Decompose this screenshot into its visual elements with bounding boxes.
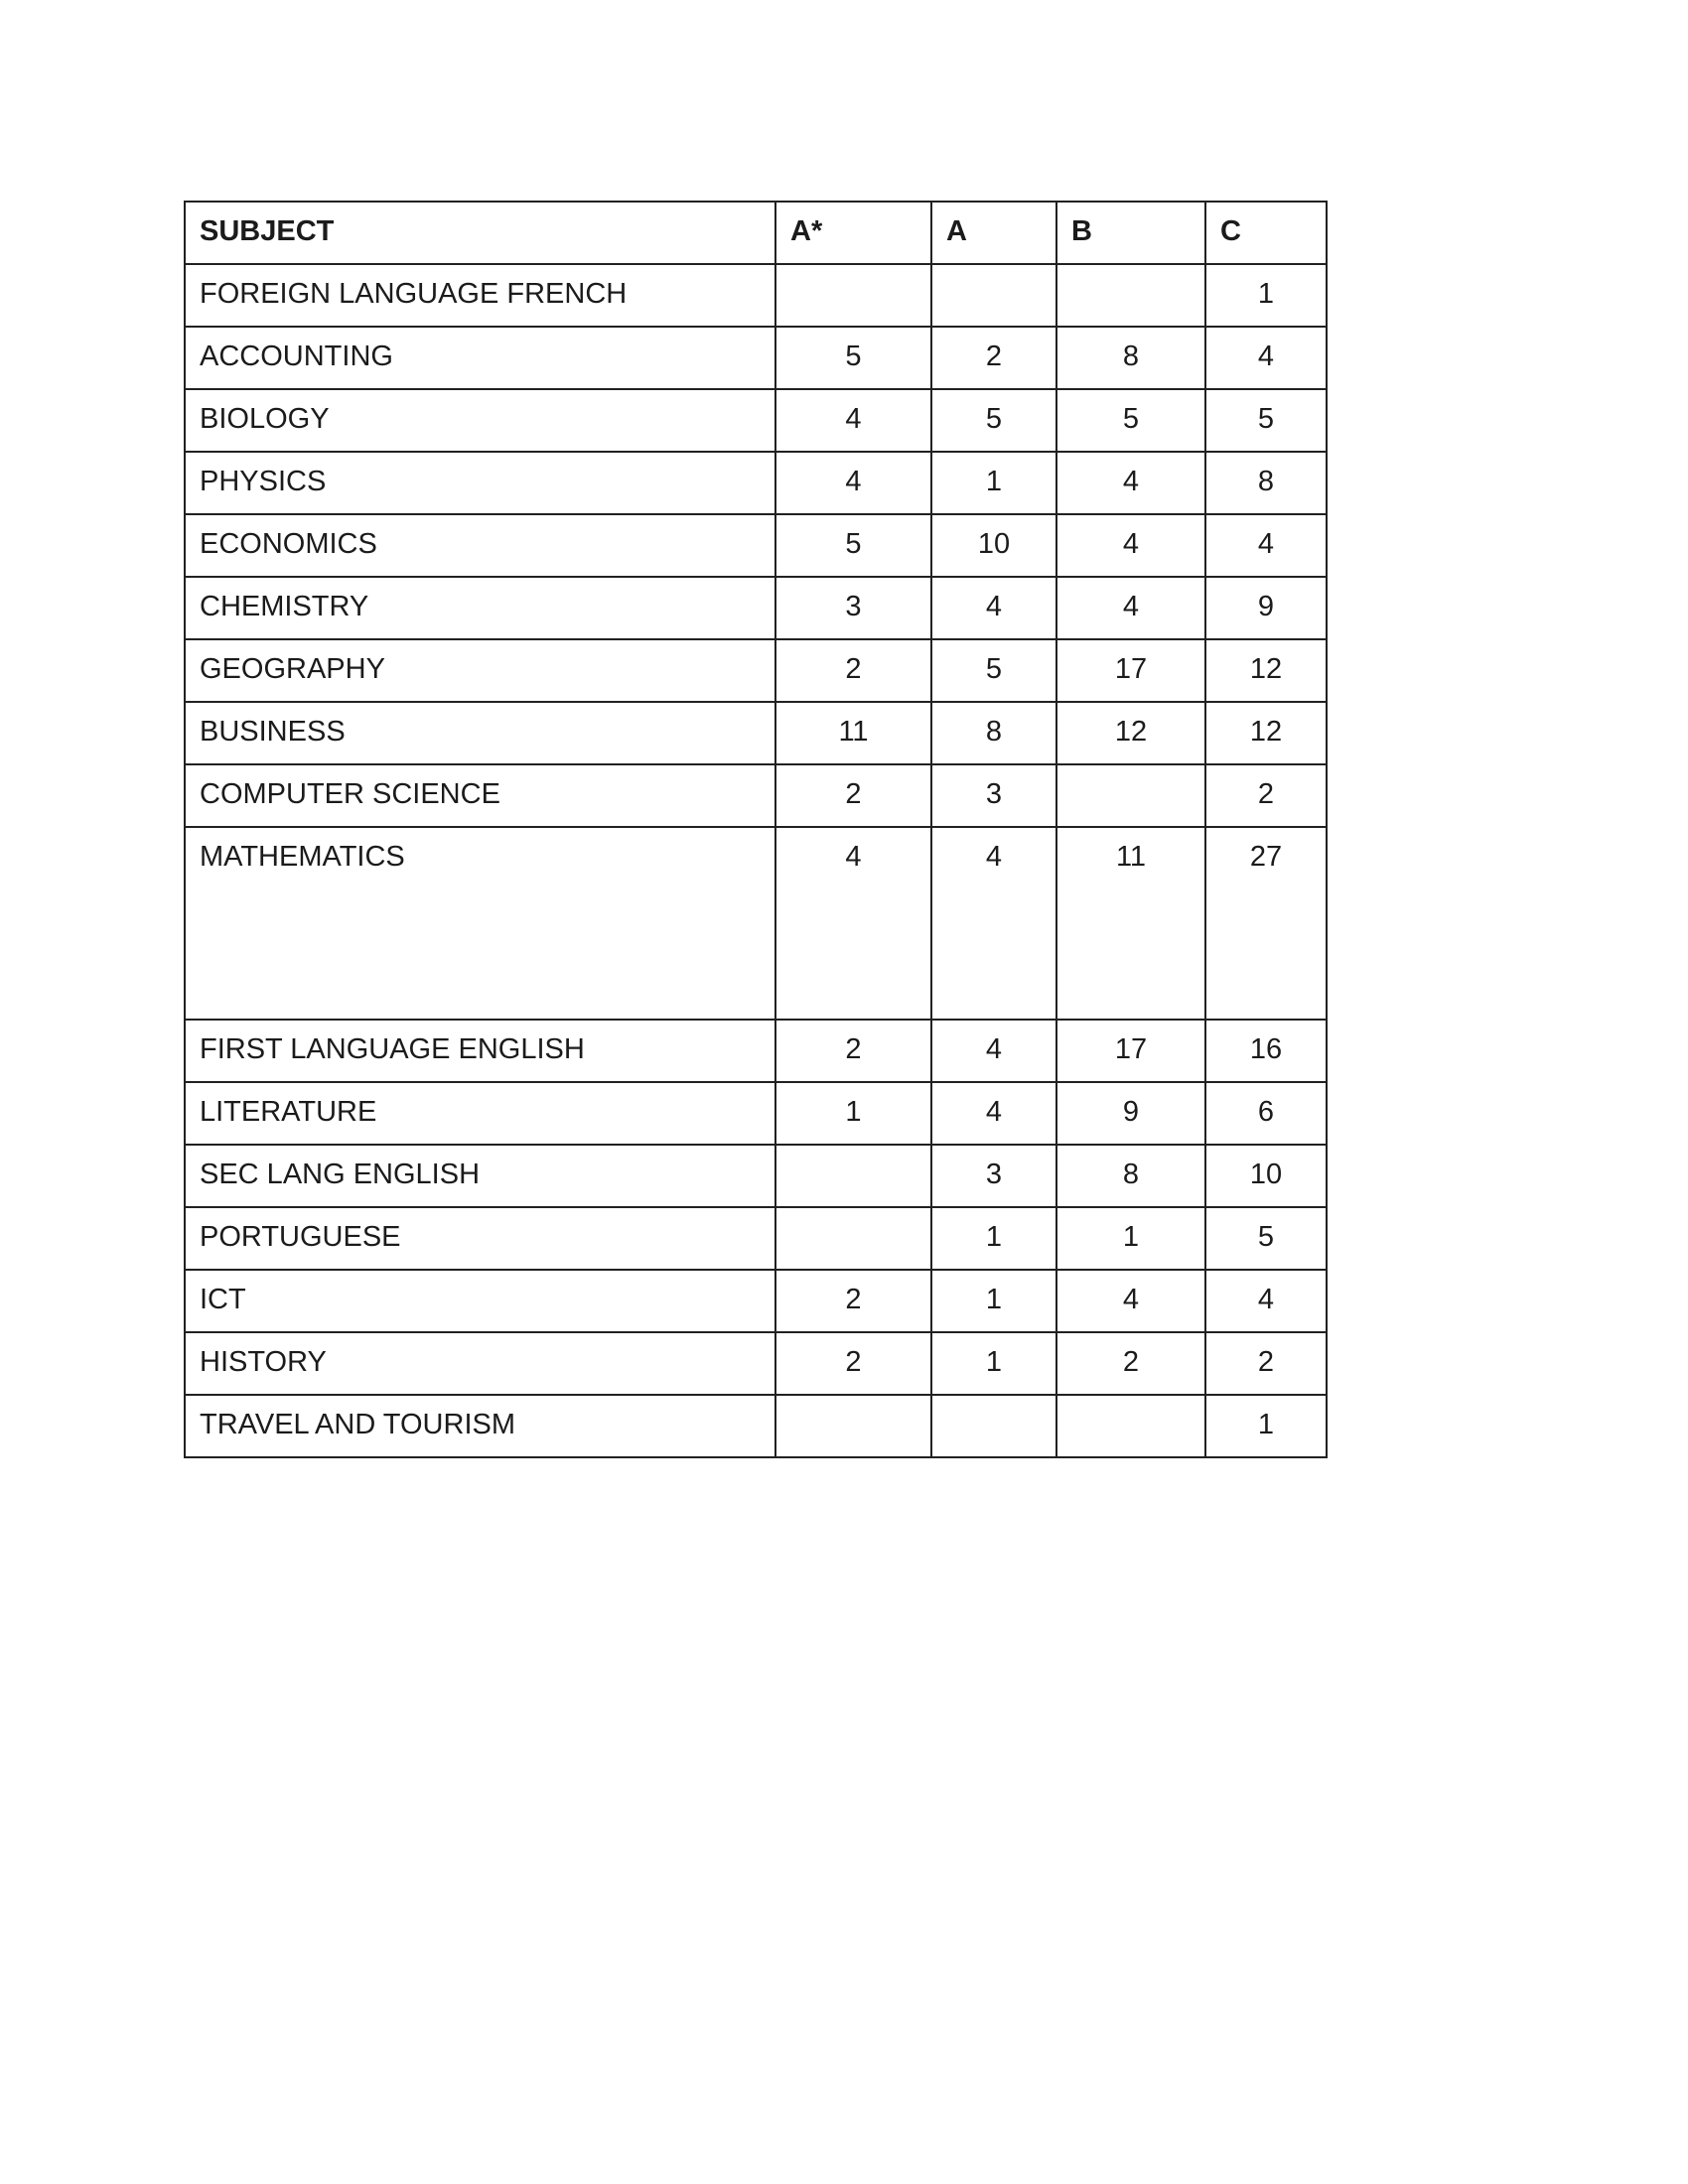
grade-a-cell: 1: [931, 1332, 1056, 1395]
grade-c-cell: 2: [1205, 764, 1327, 827]
grade-c-cell: 12: [1205, 702, 1327, 764]
grade-a-cell: 1: [931, 1270, 1056, 1332]
grade-c-cell: 12: [1205, 639, 1327, 702]
header-grade-b: B: [1056, 202, 1205, 264]
grade-c-cell: 9: [1205, 577, 1327, 639]
table-row: [185, 639, 1327, 702]
header-grade-c: C: [1205, 202, 1327, 264]
table-row: [185, 827, 1327, 1020]
subject-cell: HISTORY: [185, 1332, 775, 1395]
grade-b-cell: 11: [1056, 827, 1205, 1020]
grade-a-cell: 8: [931, 702, 1056, 764]
subject-cell: ECONOMICS: [185, 514, 775, 577]
grade-a-star-cell: 2: [775, 1020, 931, 1082]
subject-cell: SEC LANG ENGLISH: [185, 1145, 775, 1207]
subject-cell: FIRST LANGUAGE ENGLISH: [185, 1020, 775, 1082]
grade-a-star-cell: [775, 1145, 931, 1207]
grades-table: [184, 201, 1328, 1458]
subject-cell: BUSINESS: [185, 702, 775, 764]
table-row: [185, 452, 1327, 514]
table-row: [185, 764, 1327, 827]
subject-cell: BIOLOGY: [185, 389, 775, 452]
header-subject: SUBJECT: [185, 202, 775, 264]
grade-a-star-cell: [775, 1207, 931, 1270]
grade-a-cell: 2: [931, 327, 1056, 389]
table-row: [185, 702, 1327, 764]
grade-c-cell: 8: [1205, 452, 1327, 514]
grade-b-cell: [1056, 1395, 1205, 1457]
grade-a-star-cell: [775, 264, 931, 327]
grade-a-star-cell: 4: [775, 827, 931, 1020]
grade-a-cell: 3: [931, 764, 1056, 827]
subject-cell: FOREIGN LANGUAGE FRENCH: [185, 264, 775, 327]
subject-cell: TRAVEL AND TOURISM: [185, 1395, 775, 1457]
grade-b-cell: 1: [1056, 1207, 1205, 1270]
grade-c-cell: 4: [1205, 1270, 1327, 1332]
grade-b-cell: 12: [1056, 702, 1205, 764]
subject-cell: GEOGRAPHY: [185, 639, 775, 702]
grade-a-star-cell: 11: [775, 702, 931, 764]
subject-cell: MATHEMATICS: [185, 827, 775, 1020]
grade-c-cell: 5: [1205, 389, 1327, 452]
grade-a-cell: 4: [931, 1082, 1056, 1145]
table-row: [185, 264, 1327, 327]
table-row: [185, 1082, 1327, 1145]
grade-c-cell: 1: [1205, 264, 1327, 327]
table-row: [185, 1395, 1327, 1457]
grade-c-cell: 5: [1205, 1207, 1327, 1270]
grade-a-cell: 4: [931, 1020, 1056, 1082]
grade-b-cell: 4: [1056, 452, 1205, 514]
subject-cell: PORTUGUESE: [185, 1207, 775, 1270]
grade-a-star-cell: 2: [775, 1332, 931, 1395]
grade-a-cell: 1: [931, 1207, 1056, 1270]
grade-b-cell: [1056, 264, 1205, 327]
subject-cell: PHYSICS: [185, 452, 775, 514]
grade-c-cell: 4: [1205, 514, 1327, 577]
table-row: [185, 389, 1327, 452]
table-row: [185, 514, 1327, 577]
table-row: [185, 1020, 1327, 1082]
grade-a-cell: 5: [931, 639, 1056, 702]
subject-cell: COMPUTER SCIENCE: [185, 764, 775, 827]
grade-a-star-cell: 5: [775, 514, 931, 577]
grade-a-star-cell: 2: [775, 639, 931, 702]
grade-b-cell: 2: [1056, 1332, 1205, 1395]
grade-a-cell: 1: [931, 452, 1056, 514]
grade-a-star-cell: 3: [775, 577, 931, 639]
grade-a-star-cell: 5: [775, 327, 931, 389]
subject-cell: ICT: [185, 1270, 775, 1332]
grade-b-cell: 8: [1056, 1145, 1205, 1207]
grade-b-cell: 5: [1056, 389, 1205, 452]
grade-a-cell: [931, 264, 1056, 327]
table-row: [185, 327, 1327, 389]
grade-a-cell: 10: [931, 514, 1056, 577]
grade-a-star-cell: 2: [775, 1270, 931, 1332]
grade-a-cell: [931, 1395, 1056, 1457]
table-body: [185, 264, 1327, 1457]
table-row: [185, 1332, 1327, 1395]
grade-a-cell: 4: [931, 827, 1056, 1020]
table-row: [185, 1207, 1327, 1270]
subject-cell: CHEMISTRY: [185, 577, 775, 639]
grade-b-cell: 17: [1056, 1020, 1205, 1082]
grade-a-star-cell: 4: [775, 389, 931, 452]
grade-a-star-cell: [775, 1395, 931, 1457]
grade-c-cell: 27: [1205, 827, 1327, 1020]
grade-c-cell: 1: [1205, 1395, 1327, 1457]
grade-c-cell: 10: [1205, 1145, 1327, 1207]
grade-b-cell: 17: [1056, 639, 1205, 702]
grade-b-cell: 4: [1056, 514, 1205, 577]
grade-a-star-cell: 4: [775, 452, 931, 514]
grade-a-star-cell: 1: [775, 1082, 931, 1145]
header-grade-a-star: A*: [775, 202, 931, 264]
grade-b-cell: 8: [1056, 327, 1205, 389]
grade-c-cell: 4: [1205, 327, 1327, 389]
grade-b-cell: 4: [1056, 577, 1205, 639]
grade-c-cell: 6: [1205, 1082, 1327, 1145]
grade-b-cell: 9: [1056, 1082, 1205, 1145]
header-grade-a: A: [931, 202, 1056, 264]
header-row: [185, 202, 1327, 264]
grade-a-cell: 5: [931, 389, 1056, 452]
grade-a-cell: 4: [931, 577, 1056, 639]
grade-c-cell: 16: [1205, 1020, 1327, 1082]
grade-b-cell: 4: [1056, 1270, 1205, 1332]
subject-cell: ACCOUNTING: [185, 327, 775, 389]
grade-a-cell: 3: [931, 1145, 1056, 1207]
grade-a-star-cell: 2: [775, 764, 931, 827]
table-row: [185, 577, 1327, 639]
grade-b-cell: [1056, 764, 1205, 827]
table-row: [185, 1270, 1327, 1332]
subject-cell: LITERATURE: [185, 1082, 775, 1145]
grade-c-cell: 2: [1205, 1332, 1327, 1395]
table-row: [185, 1145, 1327, 1207]
